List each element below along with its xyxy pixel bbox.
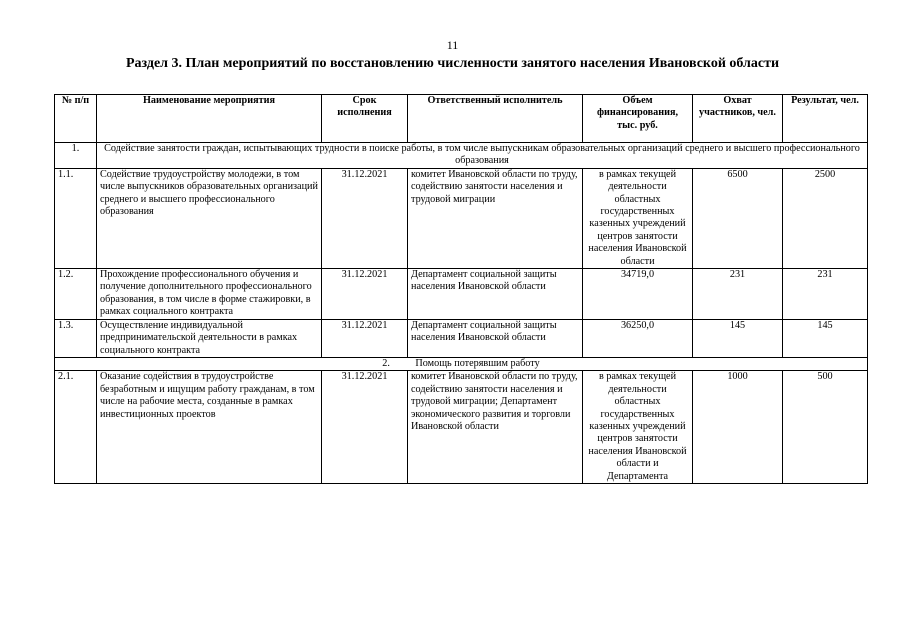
section-row-1 [55,143,868,169]
row-name: Осуществление индивидуальной предпринимательской деятельности в рамках социального контракта [97,319,322,357]
row-result: 145 [783,319,868,357]
row-executor: комитет Ивановской области по труду, содействию занятости населения и трудовой миграции [408,168,583,268]
header-num: № п/п [55,95,97,143]
row-coverage: 145 [693,319,783,357]
header-financing: Объем финансирования, тыс. руб. [583,95,693,143]
header-coverage: Охват участников, чел. [693,95,783,143]
section-2-heading [55,357,868,370]
row-deadline: 31.12.2021 [322,168,408,268]
row-executor: комитет Ивановской области по труду, содействию занятости населения и трудовой миграции; Департамент экономического развития и торговли Ивановской области [408,371,583,484]
row-num: 1.1. [55,168,97,268]
row-executor: Департамент социальной защиты населения Ивановской области [408,319,583,357]
row-name: Содействие трудоустройству молодежи, в том числе выпускников образовательных организаций среднего и высшего профессионального образования [97,168,322,268]
row-num: 2.1. [55,371,97,484]
section-1-num: 1. [55,143,97,169]
section-row-2 [55,357,868,370]
row-financing: в рамках текущей деятельности областных государственных казенных учреждений центров занятости населения Ивановской области [583,168,693,268]
row-financing: 36250,0 [583,319,693,357]
section-title: Раздел 3. План мероприятий по восстановлению численности занятого населения Ивановской области [125,56,780,71]
section-1-title: Содействие занятости граждан, испытывающих трудности в поиске работы, в том числе выпускникам образовательных организаций среднего и высшего профессионального образования [97,143,868,169]
row-deadline: 31.12.2021 [322,371,408,484]
row-num: 1.3. [55,319,97,357]
row-name: Прохождение профессионального обучения и получение дополнительного профессионального образования, в том числе в форме стажировки, в рамках социального контракта [97,269,322,320]
row-deadline: 31.12.2021 [322,269,408,320]
table-row [55,371,868,484]
row-num: 1.2. [55,269,97,320]
row-result: 2500 [783,168,868,268]
table-row [55,168,868,268]
row-coverage: 6500 [693,168,783,268]
row-coverage: 1000 [693,371,783,484]
row-financing: в рамках текущей деятельности областных государственных казенных учреждений центров занятости населения Ивановской области и Департамента [583,371,693,484]
row-executor: Департамент социальной защиты населения Ивановской области [408,269,583,320]
row-deadline: 31.12.2021 [322,319,408,357]
header-deadline: Срок исполнения [322,95,408,143]
table-row [55,269,868,320]
row-financing: 34719,0 [583,269,693,320]
row-result: 231 [783,269,868,320]
table-row [55,319,868,357]
section-2-num: 2. [382,357,390,369]
plan-table [54,94,868,484]
row-result: 500 [783,371,868,484]
table-header-row [55,95,868,143]
header-executor: Ответственный исполнитель [408,95,583,143]
header-result: Результат, чел. [783,95,868,143]
header-name: Наименование мероприятия [97,95,322,143]
section-2-title: Помощь потерявшим работу [415,357,540,369]
row-coverage: 231 [693,269,783,320]
page-number: 11 [446,38,459,52]
row-name: Оказание содействия в трудоустройстве безработным и ищущим работу гражданам, в том числе на рабочие места, созданные в рамках инвестиционных проектов [97,371,322,484]
